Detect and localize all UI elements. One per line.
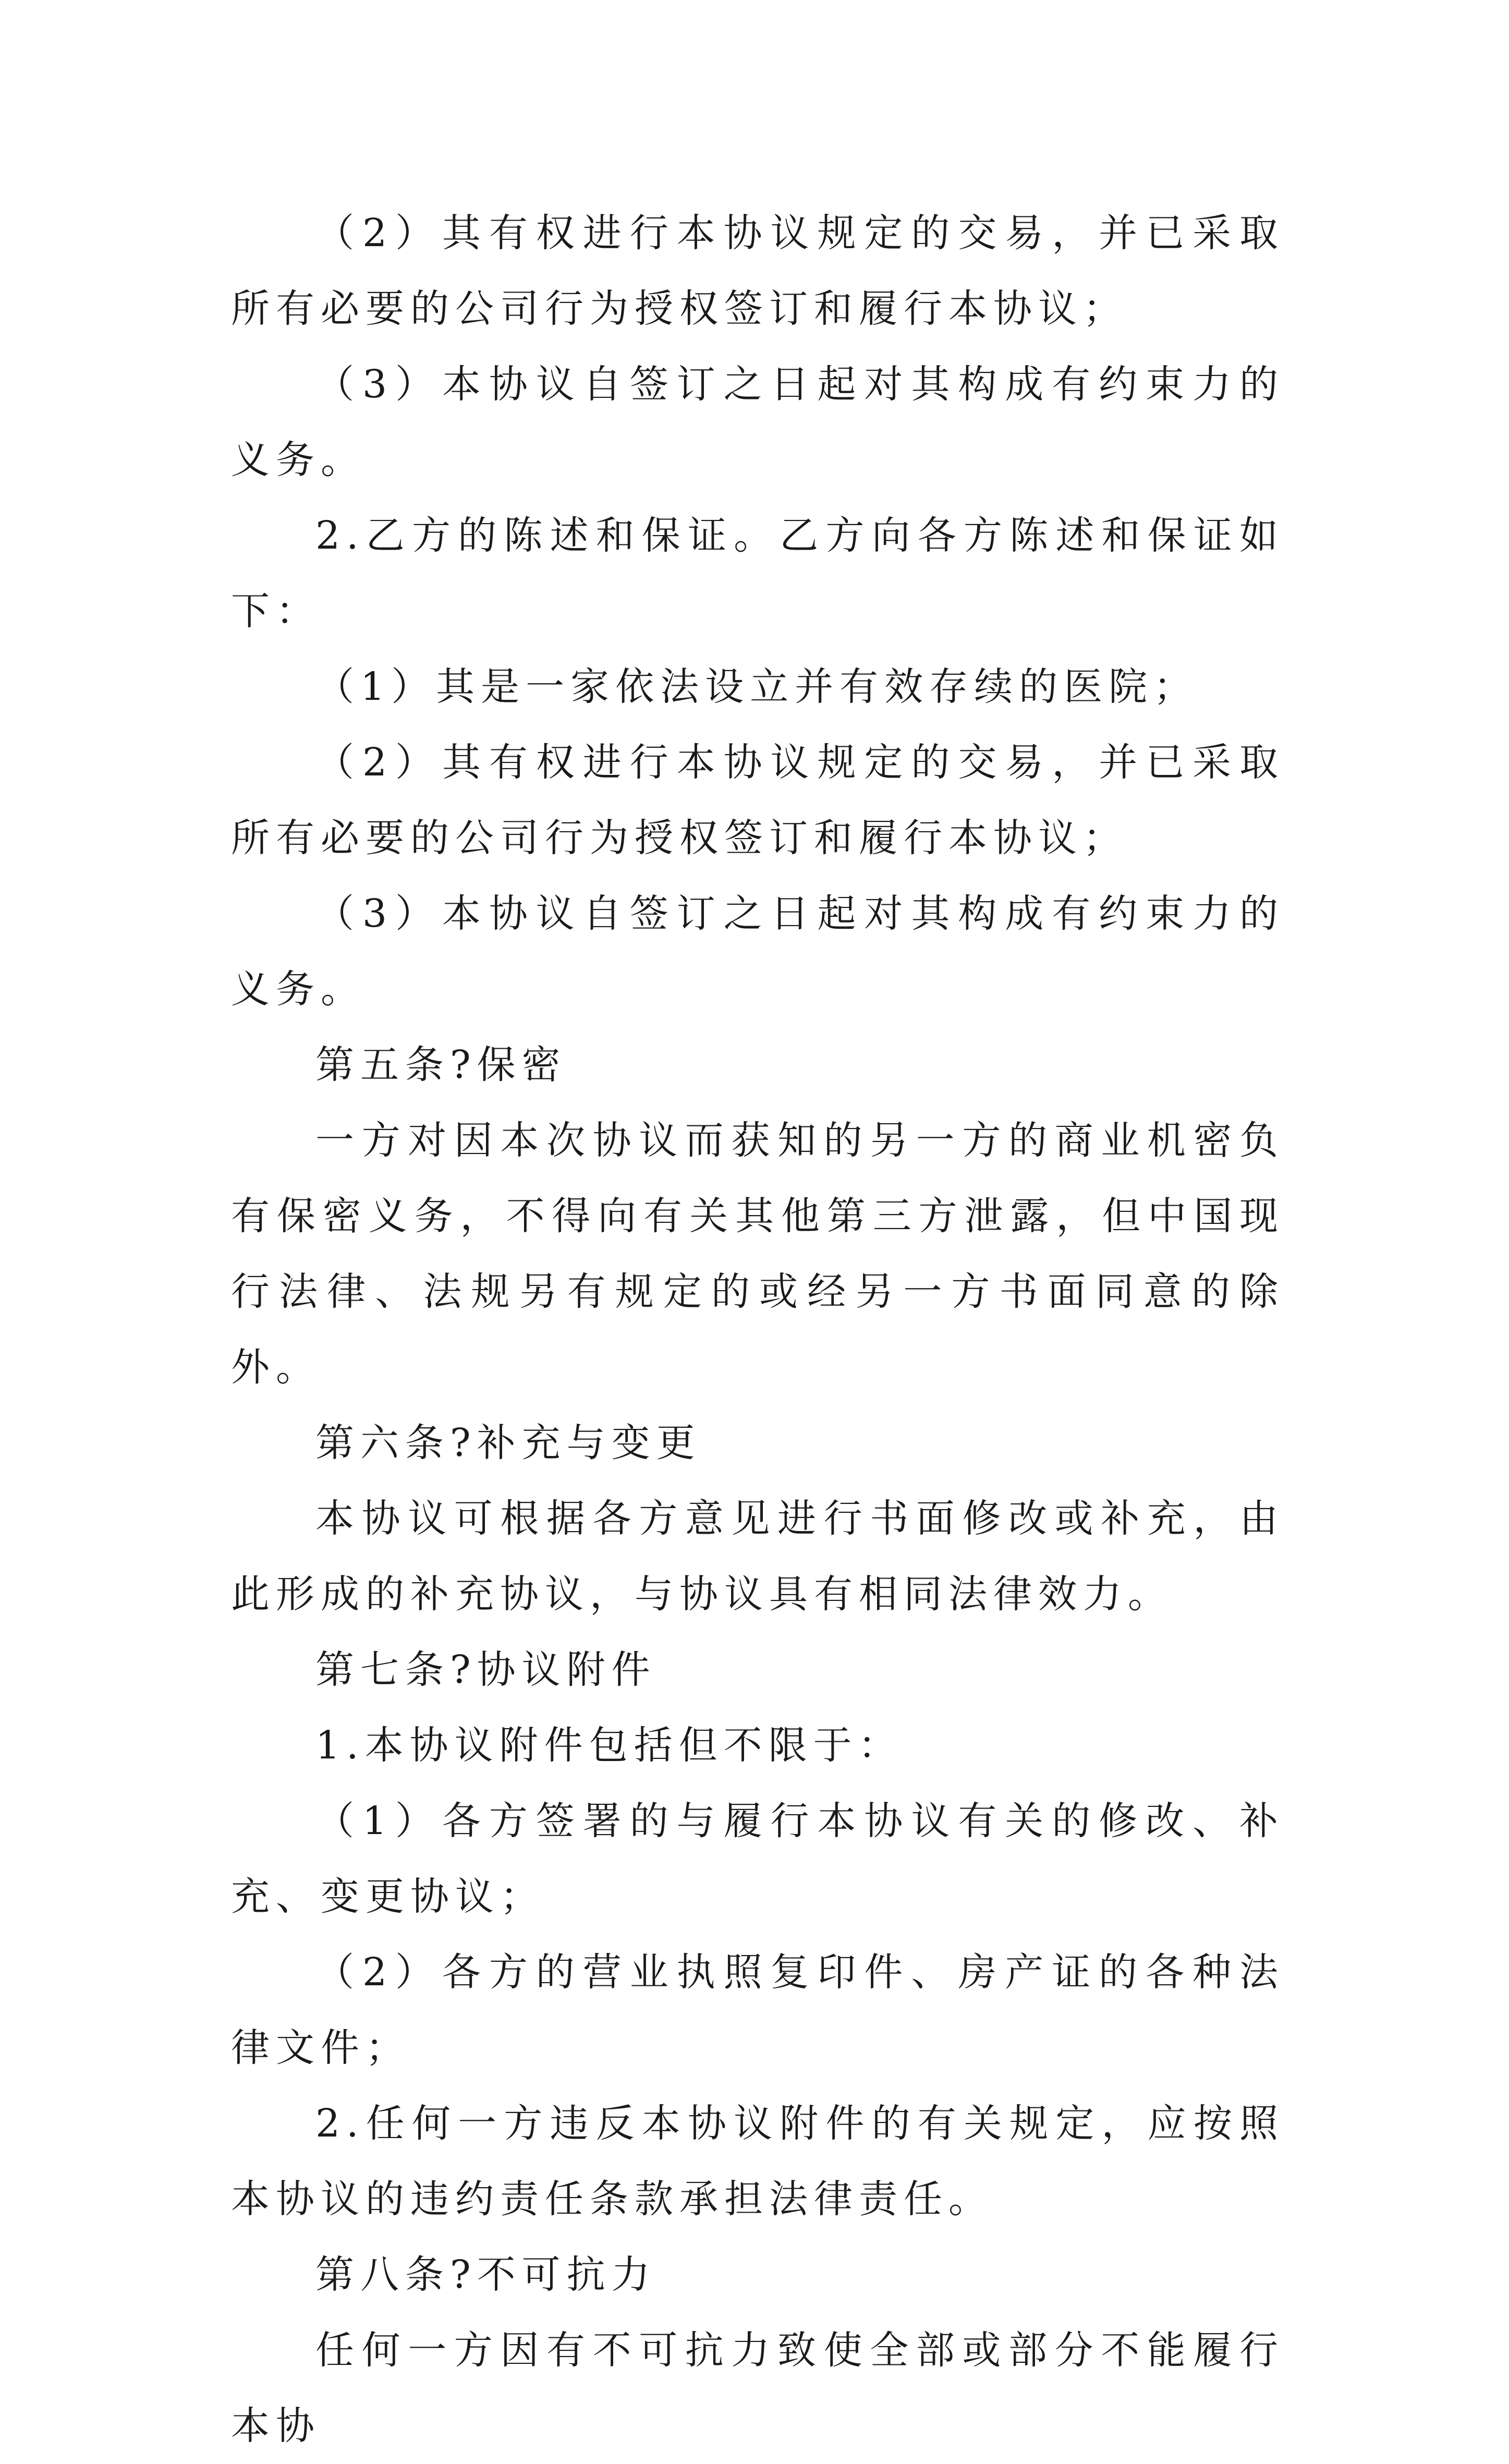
clause-paragraph: 本协议可根据各方意见进行书面修改或补充，由此形成的补充协议，与协议具有相同法律效力。 <box>231 1496 1284 1617</box>
article-heading: 第六条?补充与变更 <box>315 1421 701 1465</box>
clause-paragraph: 2.任何一方违反本协议附件的有关规定，应按照本协议的违约责任条款承担法律责任。 <box>231 2101 1284 2222</box>
clause-paragraph: （1）其是一家依法设立并有效存续的医院； <box>315 664 1199 709</box>
clause-paragraph: 1.本协议附件包括但不限于： <box>315 1723 903 1768</box>
document-body <box>231 196 1284 2464</box>
clause-paragraph: （1）各方签署的与履行本协议有关的修改、补充、变更协议； <box>231 1799 1284 1919</box>
clause-paragraph: （3）本协议自签订之日起对其构成有约束力的义务。 <box>231 891 1284 1012</box>
clause-paragraph: （2）各方的营业执照复印件、房产证的各种法律文件； <box>231 1950 1284 2070</box>
clause-paragraph: （2）其有权进行本协议规定的交易，并已采取所有必要的公司行为授权签订和履行本协议； <box>231 740 1284 860</box>
article-heading: 第七条?协议附件 <box>315 1647 656 1692</box>
article-heading: 第五条?保密 <box>315 1042 567 1087</box>
clause-paragraph: （2）其有权进行本协议规定的交易，并已采取所有必要的公司行为授权签订和履行本协议； <box>231 211 1284 331</box>
clause-paragraph: 一方对因本次协议而获知的另一方的商业机密负有保密义务，不得向有关其他第三方泄露，但中国现行法律、法规另有规定的或经另一方书面同意的除外。 <box>231 1118 1284 1390</box>
clause-paragraph: 2.乙方的陈述和保证。乙方向各方陈述和保证如下： <box>231 513 1284 634</box>
clause-paragraph: 任何一方因有不可抗力致使全部或部分不能履行本协 <box>231 2328 1284 2448</box>
article-heading: 第八条?不可抗力 <box>315 2252 656 2297</box>
clause-paragraph: （3）本协议自签订之日起对其构成有约束力的义务。 <box>231 362 1284 482</box>
